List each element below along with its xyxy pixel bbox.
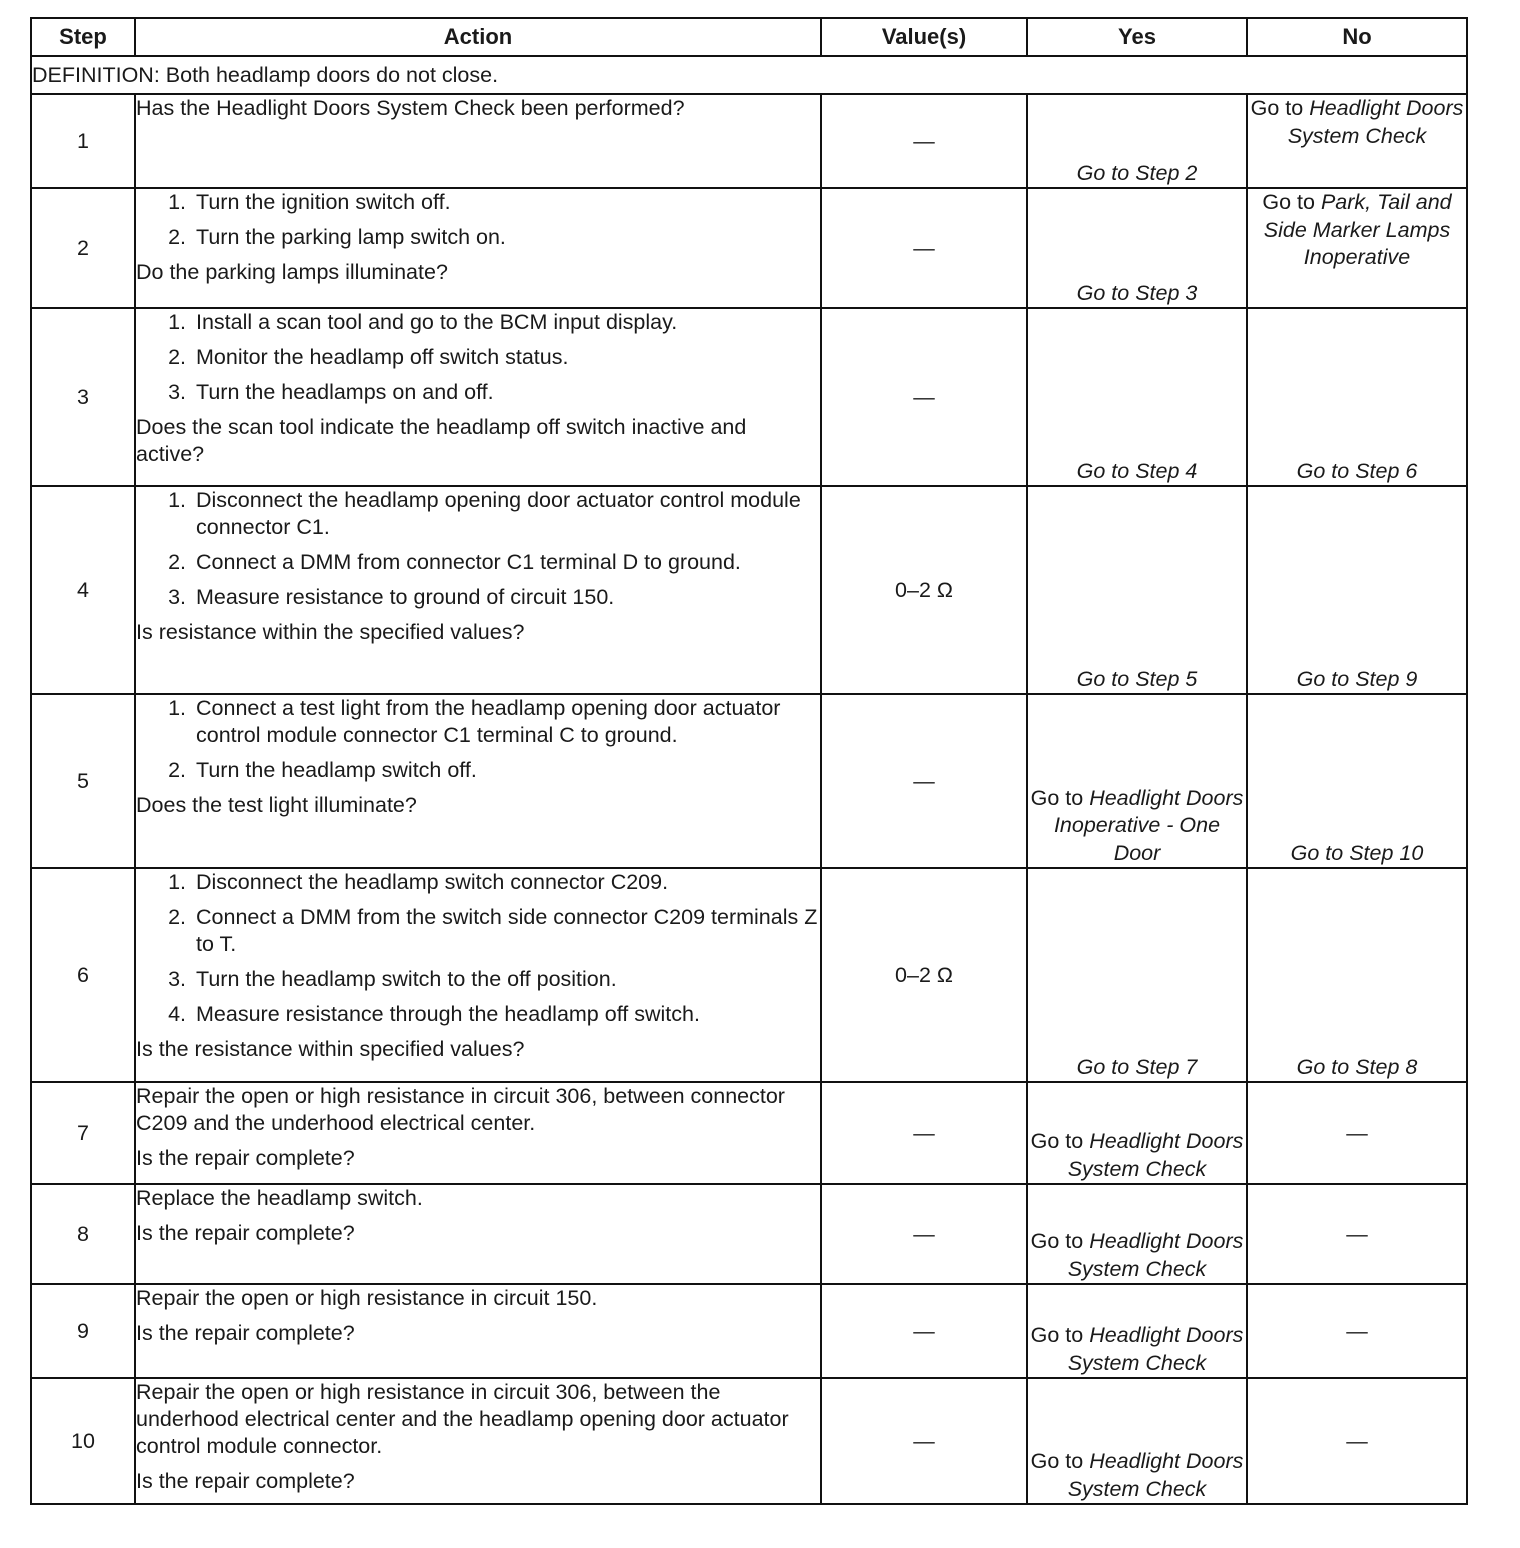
action-step: 1. Connect a test light from the headlamp opening door actuator control module connector C1 terminal C to ground.: [192, 695, 820, 749]
action-step: 4. Measure resistance through the headlamp off switch.: [192, 1001, 820, 1028]
action-text: Has the Headlight Doors System Check been performed?: [136, 96, 685, 120]
action-question: Is the repair complete?: [136, 1469, 355, 1493]
yes-link[interactable]: Headlight Doors System Check: [1067, 1323, 1244, 1375]
action-step: 2. Connect a DMM from the switch side connector C209 terminals Z to T.: [192, 904, 820, 958]
table-row: [31, 1378, 1467, 1504]
value-cell: —: [821, 1378, 1027, 1504]
yes-link[interactable]: Go to Step 4: [1076, 458, 1198, 483]
header-action: Action: [135, 18, 821, 56]
no-dash: —: [1346, 1221, 1368, 1246]
header-yes: Yes: [1027, 18, 1247, 56]
action-cell: [135, 1378, 821, 1504]
action-cell: [135, 94, 821, 188]
action-cell: [135, 486, 821, 694]
yes-cell: [1027, 308, 1247, 486]
action-step: 2. Turn the headlamp switch off.: [192, 757, 820, 784]
yes-prefix: Go to: [1030, 1229, 1090, 1253]
step-number: 7: [31, 1082, 135, 1184]
action-steps: [136, 695, 820, 784]
action-step: 1. Disconnect the headlamp opening door actuator control module connector C1.: [192, 487, 820, 541]
action-cell: [135, 694, 821, 868]
step-number: 5: [31, 694, 135, 868]
action-step: 3. Measure resistance to ground of circuit 150.: [192, 584, 820, 611]
no-link[interactable]: Go to Step 8: [1296, 1054, 1418, 1079]
value-cell: —: [821, 308, 1027, 486]
value-cell: —: [821, 1284, 1027, 1378]
action-cell: [135, 1284, 821, 1378]
action-step: 2. Connect a DMM from connector C1 terminal D to ground.: [192, 549, 820, 576]
action-text: Repair the open or high resistance in circuit 306, between connector C209 and the underhood electrical center.: [136, 1084, 785, 1135]
yes-cell: [1027, 1284, 1247, 1378]
action-steps: [136, 309, 820, 406]
yes-link[interactable]: Headlight Doors System Check: [1067, 1449, 1244, 1501]
no-prefix: Go to: [1250, 96, 1310, 120]
table-row: [31, 1284, 1467, 1378]
definition-row: [31, 56, 1467, 94]
no-cell: [1247, 94, 1467, 188]
action-question: Do the parking lamps illuminate?: [136, 260, 448, 284]
no-cell: [1247, 486, 1467, 694]
value-cell: —: [821, 188, 1027, 308]
value-cell: —: [821, 1082, 1027, 1184]
table-row: [31, 1082, 1467, 1184]
yes-cell: [1027, 694, 1247, 868]
action-question: Does the test light illuminate?: [136, 793, 417, 817]
action-text: Repair the open or high resistance in circuit 150.: [136, 1286, 598, 1310]
no-link[interactable]: Headlight Doors System Check: [1287, 96, 1464, 148]
action-step: 1. Turn the ignition switch off.: [192, 189, 820, 216]
yes-link[interactable]: Go to Step 2: [1076, 160, 1198, 185]
action-step: 3. Turn the headlamp switch to the off position.: [192, 966, 820, 993]
no-prefix: Go to: [1262, 190, 1321, 214]
action-steps: [136, 487, 820, 611]
table-row: [31, 94, 1467, 188]
header-no: No: [1247, 18, 1467, 56]
yes-prefix: Go to: [1030, 1449, 1090, 1473]
action-question: Is the repair complete?: [136, 1221, 355, 1245]
no-cell: [1247, 694, 1467, 868]
no-link[interactable]: Go to Step 6: [1296, 458, 1418, 483]
action-text: Repair the open or high resistance in circuit 306, between the underhood electrical center and the headlamp opening door actuator control module connector.: [136, 1380, 789, 1458]
action-steps: [136, 869, 820, 1028]
action-cell: [135, 188, 821, 308]
step-number: 8: [31, 1184, 135, 1284]
yes-prefix: Go to: [1030, 1129, 1090, 1153]
no-dash: —: [1346, 1428, 1368, 1453]
no-link[interactable]: Go to Step 10: [1290, 840, 1424, 865]
no-link[interactable]: Park, Tail and Side Marker Lamps Inoperative: [1263, 190, 1452, 269]
yes-link[interactable]: Go to Step 7: [1076, 1054, 1198, 1079]
step-number: 1: [31, 94, 135, 188]
action-question: Is the repair complete?: [136, 1146, 355, 1170]
header-values: Value(s): [821, 18, 1027, 56]
action-steps: [136, 189, 820, 251]
action-cell: [135, 1184, 821, 1284]
value-cell: 0–2 Ω: [821, 486, 1027, 694]
yes-link[interactable]: Headlight Doors System Check: [1067, 1129, 1244, 1181]
step-number: 4: [31, 486, 135, 694]
action-step: 1. Install a scan tool and go to the BCM input display.: [192, 309, 820, 336]
action-question: Is the resistance within specified values?: [136, 1037, 525, 1061]
action-step: 1. Disconnect the headlamp switch connector C209.: [192, 869, 820, 896]
no-dash: —: [1346, 1318, 1368, 1343]
yes-cell: [1027, 1184, 1247, 1284]
action-step: 2. Monitor the headlamp off switch status.: [192, 344, 820, 371]
no-cell: [1247, 188, 1467, 308]
action-question: Is resistance within the specified values?: [136, 620, 525, 644]
value-cell: —: [821, 94, 1027, 188]
header-row: [31, 18, 1467, 56]
yes-link[interactable]: Go to Step 5: [1076, 666, 1198, 691]
no-dash: —: [1346, 1120, 1368, 1145]
step-number: 10: [31, 1378, 135, 1504]
diagnostic-table: [30, 17, 1468, 1505]
yes-cell: [1027, 188, 1247, 308]
no-cell: [1247, 308, 1467, 486]
header-step: Step: [31, 18, 135, 56]
action-step: 2. Turn the parking lamp switch on.: [192, 224, 820, 251]
table-row: [31, 308, 1467, 486]
yes-cell: [1027, 868, 1247, 1082]
step-number: 9: [31, 1284, 135, 1378]
no-link[interactable]: Go to Step 9: [1296, 666, 1418, 691]
yes-cell: [1027, 486, 1247, 694]
table-row: [31, 486, 1467, 694]
yes-cell: [1027, 94, 1247, 188]
action-cell: [135, 868, 821, 1082]
value-cell: —: [821, 1184, 1027, 1284]
no-cell: [1247, 1284, 1467, 1378]
no-cell: [1247, 1184, 1467, 1284]
yes-link[interactable]: Go to Step 3: [1076, 280, 1198, 305]
yes-prefix: Go to: [1030, 1323, 1090, 1347]
step-number: 6: [31, 868, 135, 1082]
action-cell: [135, 308, 821, 486]
step-number: 2: [31, 188, 135, 308]
no-cell: [1247, 1378, 1467, 1504]
yes-prefix: Go to: [1030, 785, 1090, 810]
value-cell: —: [821, 694, 1027, 868]
action-cell: [135, 1082, 821, 1184]
yes-cell: [1027, 1082, 1247, 1184]
value-cell: 0–2 Ω: [821, 868, 1027, 1082]
action-step: 3. Turn the headlamps on and off.: [192, 379, 820, 406]
yes-link[interactable]: Headlight Doors Inoperative - One Door: [1053, 785, 1244, 865]
table-row: [31, 868, 1467, 1082]
no-cell: [1247, 868, 1467, 1082]
yes-cell: [1027, 1378, 1247, 1504]
table-row: [31, 694, 1467, 868]
table-row: [31, 1184, 1467, 1284]
definition-text: DEFINITION: Both headlamp doors do not close.: [31, 56, 1467, 94]
table-row: [31, 188, 1467, 308]
step-number: 3: [31, 308, 135, 486]
action-question: Does the scan tool indicate the headlamp off switch inactive and active?: [136, 415, 747, 466]
action-text: Replace the headlamp switch.: [136, 1186, 423, 1210]
action-question: Is the repair complete?: [136, 1321, 355, 1345]
no-cell: [1247, 1082, 1467, 1184]
yes-link[interactable]: Headlight Doors System Check: [1067, 1229, 1244, 1281]
